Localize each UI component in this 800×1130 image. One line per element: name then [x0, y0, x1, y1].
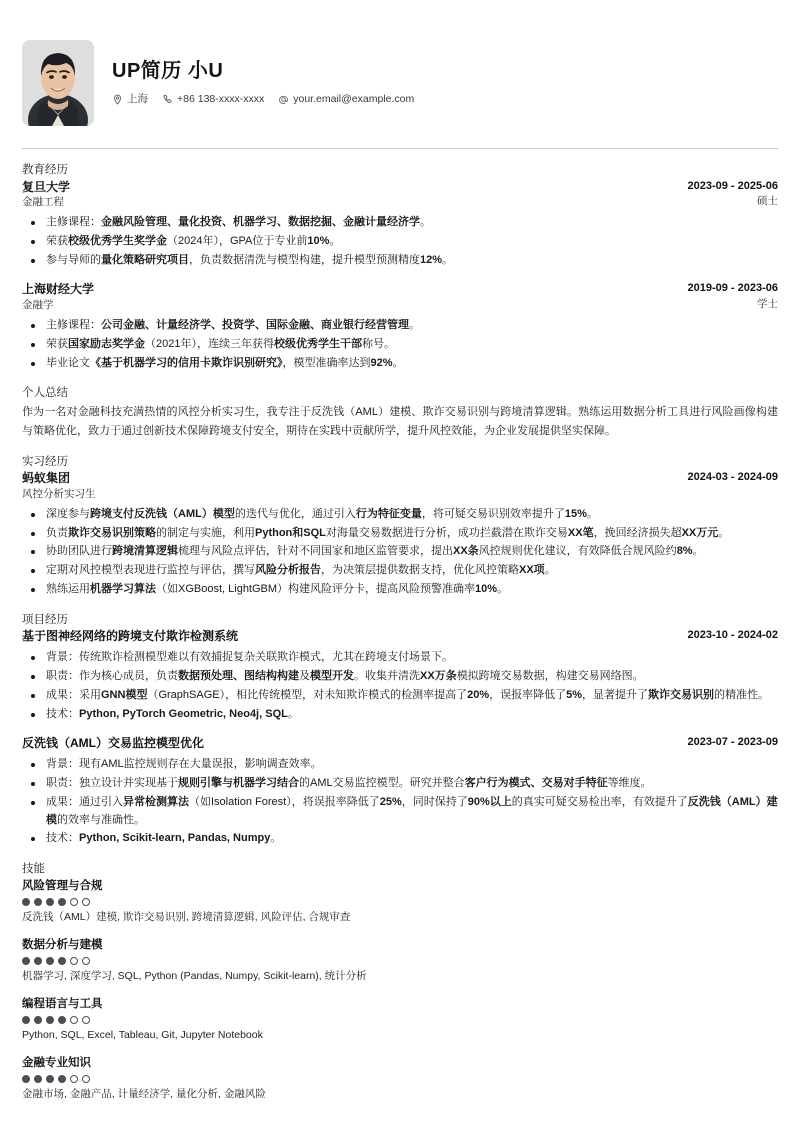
bullet-item: 成果：采用GNN模型（GraphSAGE），相比传统模型，对未知欺诈模式的检测率提高了20%，误报率降低了5%，显著提升了欺诈交易识别的精准性。 [22, 687, 778, 705]
header-divider [22, 148, 778, 149]
section-label-projects: 项目经历 [22, 613, 68, 626]
skill-dot [70, 957, 78, 965]
skill-dot [58, 1016, 66, 1024]
bullet-item: 参与导师的量化策略研究项目，负责数据清洗与模型构建，提升模型预测精度12%。 [22, 252, 778, 270]
page-title: UP简历 小U [112, 60, 224, 83]
skill-level-dots [22, 1016, 778, 1024]
bullet-item: 技术：Python, PyTorch Geometric, Neo4j, SQL。 [22, 706, 778, 724]
contact-location [112, 93, 148, 106]
skill-dot [70, 1016, 78, 1024]
section-summary [22, 386, 778, 440]
header-text-block [112, 60, 778, 106]
email-at-icon [278, 94, 289, 105]
entry-right [687, 281, 778, 311]
entry-left [22, 735, 204, 752]
skill-dot [22, 1016, 30, 1024]
section-label-education: 教育经历 [22, 164, 68, 176]
skill-level-dots [22, 1075, 778, 1083]
skill-dot [22, 1075, 30, 1083]
section-label-summary: 个人总结 [22, 387, 68, 400]
internship-entry [22, 470, 778, 599]
skill-blocks [22, 878, 778, 1103]
education-date: 2023-09 - 2025-06 [687, 179, 778, 192]
bullet-item: 职责：作为核心成员，负责数据预处理、图结构构建及模型开发。收集并清洗XX万条模拟跨境交易数据，构建交易网络图。 [22, 668, 778, 686]
major-name: 金融学 [22, 299, 54, 312]
bullet-item: 协助团队进行跨境清算逻辑梳理与风险点评估，针对不同国家和地区监管要求，提出XX条风控规则优化建议，有效降低合规风险约8%。 [22, 543, 778, 561]
entry-right [687, 179, 778, 209]
skill-dot [82, 1016, 90, 1024]
skill-item-list: 机器学习, 深度学习, SQL, Python (Pandas, Numpy, Scikit-learn), 统计分析 [22, 969, 367, 982]
bullet-item: 荣获校级优秀学生奖学金（2024年），GPA位于专业前10%。 [22, 233, 778, 251]
skill-dot [46, 1075, 54, 1083]
entry-left [22, 281, 94, 312]
phone-text: +86 138-xxxx-xxxx [177, 93, 265, 106]
project-entry [22, 628, 778, 723]
summary-text: 作为一名对金融科技充满热情的风控分析实习生，我专注于反洗钱（AML）建模、欺诈交易识别与跨境清算逻辑。熟练运用数据分析工具进行风险画像构建与策略优化，致力于通过创新技术保障跨境支付安全，期待在实践中贡献所学，提升风控效能，为企业发展提供坚实保障。 [22, 405, 778, 437]
major-name: 金融工程 [22, 196, 64, 209]
bullet-item: 深度参与跨境支付反洗钱（AML）模型的迭代与优化，通过引入行为特征变量，将可疑交易识别效率提升了15%。 [22, 506, 778, 524]
bullet-item: 主修课程：公司金融、计量经济学、投资学、国际金融、商业银行经营管理。 [22, 317, 778, 335]
skill-dot [70, 1075, 78, 1083]
entry-header [22, 281, 778, 312]
school-name: 复旦大学 [22, 179, 71, 194]
entry-left [22, 628, 238, 645]
skill-dot [58, 1075, 66, 1083]
entry-left [22, 179, 70, 210]
contact-phone [162, 93, 264, 106]
skill-block [22, 1055, 778, 1103]
location-text: 上海 [127, 93, 148, 106]
internship-date: 2024-03 - 2024-09 [687, 471, 778, 484]
entry-header [22, 179, 778, 210]
skill-dot [46, 1016, 54, 1024]
skill-dot [22, 898, 30, 906]
skill-category-name: 编程语言与工具 [22, 997, 103, 1010]
skill-dot [58, 957, 66, 965]
section-internship [22, 455, 778, 599]
avatar [22, 40, 94, 126]
degree-label: 硕士 [757, 194, 778, 207]
skill-dot [46, 957, 54, 965]
skill-item-list: 反洗钱（AML）建模, 欺诈交易识别, 跨境清算逻辑, 风险评估, 合规审查 [22, 910, 351, 923]
skill-dot [82, 898, 90, 906]
phone-icon [162, 94, 173, 105]
section-label-skills: 技能 [22, 863, 45, 876]
project-title: 反洗钱（AML）交易监控模型优化 [22, 736, 204, 751]
skill-block [22, 937, 778, 985]
skill-dot [82, 957, 90, 965]
bullet-item: 熟练运用机器学习算法（如XGBoost, LightGBM）构建风险评分卡，提高风险预警准确率10%。 [22, 581, 778, 599]
email-text: your.email@example.com [293, 93, 415, 106]
bullet-item: 定期对风控模型表现进行监控与评估，撰写风险分析报告，为决策层提供数据支持，优化风控策略XX项。 [22, 562, 778, 580]
skill-dot [34, 1075, 42, 1083]
bullet-list [22, 317, 778, 372]
entry-right [687, 735, 778, 750]
skill-dot [82, 1075, 90, 1083]
skill-level-dots [22, 957, 778, 965]
skill-dot [46, 898, 54, 906]
entry-header [22, 470, 778, 501]
section-label-internship: 实习经历 [22, 455, 68, 468]
bullet-item: 技术：Python, Scikit-learn, Pandas, Numpy。 [22, 830, 778, 848]
profile-photo-icon [22, 40, 94, 126]
bullet-list [22, 756, 778, 848]
company-name: 蚂蚁集团 [22, 471, 71, 486]
skill-level-dots [22, 898, 778, 906]
skill-dot [34, 1016, 42, 1024]
project-title: 基于图神经网络的跨境支付欺诈检测系统 [22, 629, 239, 644]
entry-header [22, 735, 778, 752]
contact-email [278, 93, 414, 106]
skill-category-name: 数据分析与建模 [22, 938, 103, 951]
bullet-item: 背景：现有AML监控规则存在大量误报，影响调查效率。 [22, 756, 778, 774]
bullet-item: 主修课程：金融风险管理、量化投资、机器学习、数据挖掘、金融计量经济学。 [22, 214, 778, 232]
education-entry [22, 179, 778, 270]
bullet-list [22, 649, 778, 723]
skill-dot [70, 898, 78, 906]
bullet-list [22, 214, 778, 269]
section-skills [22, 862, 778, 1103]
bullet-item: 成果：通过引入异常检测算法（如Isolation Forest），将误报率降低了25%，同时保持了90%以上的真实可疑交易检出率，有效提升了反洗钱（AML）建模的效率与准确性。 [22, 794, 778, 830]
bullet-item: 背景：传统欺诈检测模型难以有效捕捉复杂关联欺诈模式，尤其在跨境支付场景下。 [22, 649, 778, 667]
project-entries [22, 628, 778, 848]
bullet-item: 毕业论文《基于机器学习的信用卡欺诈识别研究》，模型准确率达到92%。 [22, 355, 778, 373]
skill-item-list: 金融市场, 金融产品, 计量经济学, 量化分析, 金融风险 [22, 1087, 266, 1100]
skill-block [22, 878, 778, 926]
bullet-list [22, 506, 778, 599]
project-entry [22, 735, 778, 848]
school-name: 上海财经大学 [22, 282, 95, 297]
education-entries [22, 179, 778, 373]
project-date: 2023-07 - 2023-09 [687, 736, 778, 749]
education-date: 2019-09 - 2023-06 [687, 282, 778, 295]
skill-dot [22, 957, 30, 965]
skill-category-name: 风险管理与合规 [22, 879, 103, 892]
degree-label: 学士 [757, 297, 778, 310]
entry-right [687, 628, 778, 643]
skill-item-list: Python, SQL, Excel, Tableau, Git, Jupyter Notebook [22, 1028, 263, 1041]
skill-category-name: 金融专业知识 [22, 1056, 91, 1069]
contact-row [112, 93, 778, 106]
section-projects [22, 613, 778, 848]
resume-header [22, 40, 778, 148]
section-education [22, 163, 778, 372]
skill-dot [34, 957, 42, 965]
skill-dot [34, 898, 42, 906]
job-role: 风控分析实习生 [22, 488, 96, 500]
bullet-item: 负责欺诈交易识别策略的制定与实施，利用Python和SQL对海量交易数据进行分析，成功拦截潜在欺诈交易XX笔，挽回经济损失超XX万元。 [22, 525, 778, 543]
project-date: 2023-10 - 2024-02 [687, 629, 778, 642]
education-entry [22, 281, 778, 372]
skill-block [22, 996, 778, 1044]
entry-right [687, 470, 778, 485]
location-pin-icon [112, 94, 123, 105]
entry-left [22, 470, 96, 501]
entry-header [22, 628, 778, 645]
bullet-item: 荣获国家励志奖学金（2021年），连续三年获得校级优秀学生干部称号。 [22, 336, 778, 354]
internship-entries [22, 470, 778, 599]
bullet-item: 职责：独立设计并实现基于规则引擎与机器学习结合的AML交易监控模型。研究并整合客户行为模式、交易对手特征等维度。 [22, 775, 778, 793]
skill-dot [58, 898, 66, 906]
